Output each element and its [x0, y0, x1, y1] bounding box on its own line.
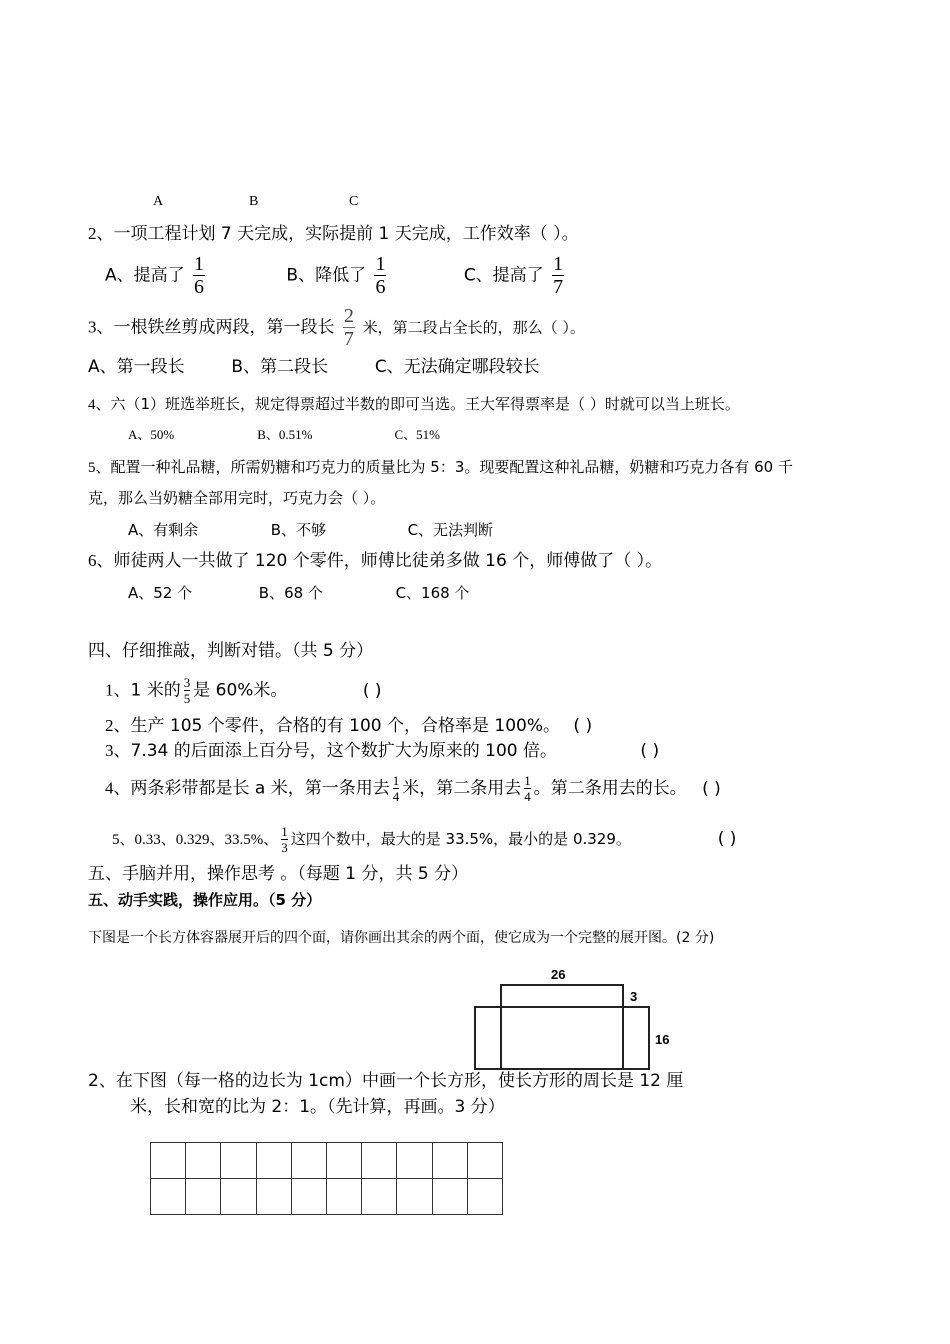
option-b[interactable]: B、0.51% [257, 427, 313, 442]
question-number: 2、 [88, 224, 114, 243]
question-6-options [128, 582, 469, 604]
judge-item-5 [112, 825, 736, 854]
grid-cell[interactable] [362, 1143, 397, 1179]
label-a: A [153, 194, 164, 209]
grid-cell[interactable] [186, 1143, 221, 1179]
section-5-q1: 下图是一个长方体容器展开后的四个面，请你画出其余的两个面，使它成为一个完整的展开图。(2 分) [88, 930, 715, 946]
question-text: 师徒两人一共做了 120 个零件，师傅比徒弟多做 16 个，师傅做了（ ）。 [113, 551, 663, 571]
question-3 [88, 306, 585, 349]
grid-cell[interactable] [291, 1179, 326, 1215]
answer-paren[interactable]: ( ) [573, 716, 593, 736]
grid-cell[interactable] [362, 1179, 397, 1215]
judge-item-2 [105, 715, 592, 737]
item-number: 1、 [105, 680, 131, 700]
option-a[interactable]: A、52 个 [128, 584, 193, 602]
judge-item-3 [105, 740, 659, 762]
dim-label-3: 3 [630, 989, 638, 1004]
question-2-options [105, 254, 567, 297]
section-4-title: 四、仔细推敲，判断对错。（共 5 分） [88, 641, 374, 661]
item-number: 4、 [105, 778, 131, 798]
grid-cell[interactable] [326, 1143, 361, 1179]
item-text-after: 。第二条用去的长。 [533, 778, 687, 799]
question-4 [88, 393, 740, 416]
grid-cell[interactable] [221, 1179, 256, 1215]
grid-cell[interactable] [432, 1143, 467, 1179]
grid-cell[interactable] [186, 1179, 221, 1215]
fraction: $\frac{1}{6}$ [194, 253, 205, 298]
fraction: $\frac{1}{6}$ [375, 253, 386, 298]
option-c[interactable]: C、51% [394, 427, 441, 442]
question-text: 一根铁丝剪成两段，第一段长 [113, 317, 335, 338]
front-face [500, 1006, 624, 1070]
option-b[interactable]: B、不够 [270, 521, 327, 539]
label-c: C [349, 194, 359, 209]
label-b: B [249, 194, 259, 209]
answer-paren[interactable]: ( ) [702, 778, 721, 799]
option-label: B、降低了 [286, 265, 367, 286]
answer-paren[interactable]: ( ) [717, 829, 737, 849]
option-c[interactable]: C、168 个 [395, 584, 470, 602]
fraction: $\frac{1}{4}$ [392, 773, 400, 804]
option-a[interactable] [105, 254, 281, 297]
question-number: 3、 [88, 317, 114, 337]
question-text: 配置一种礼品糖，所需奶糖和巧克力的质量比为 5：3。现要配置这种礼品糖，奶糖和巧克力各有 60 千 [110, 458, 793, 476]
question-number: 5、 [88, 460, 111, 476]
dim-label-16: 16 [655, 1032, 670, 1047]
grid-cell[interactable] [397, 1179, 432, 1215]
option-c[interactable]: C、无法判断 [407, 521, 494, 539]
item-text: 0.33、0.329、33.5%、 [134, 832, 279, 848]
section-5-q2-line2: 米，长和宽的比为 2：1。（先计算，再画。3 分） [130, 1097, 505, 1117]
grid-cell[interactable] [467, 1143, 502, 1179]
option-c[interactable]: C、无法确定哪段较长 [374, 357, 540, 377]
grid-cell[interactable] [397, 1143, 432, 1179]
item-text: 生产 105 个零件，合格的有 100 个，合格率是 100%。 [130, 716, 561, 736]
question-2 [88, 223, 579, 245]
section-5-title: 五、手脑并用，操作思考 。（每题 1 分，共 5 分） [88, 864, 469, 884]
question-3-options [88, 356, 540, 378]
fraction: $\frac{1}{7}$ [553, 253, 564, 298]
option-b[interactable] [286, 254, 458, 297]
grid-cell[interactable] [291, 1143, 326, 1179]
question-5-line2: 克，那么当奶糖全部用完时，巧克力会（ ）。 [88, 489, 386, 507]
grid-row [151, 1143, 503, 1179]
grid-cell[interactable] [151, 1143, 186, 1179]
item-number: 3、 [105, 741, 131, 760]
dim-label-26: 26 [551, 967, 566, 982]
fraction: $\frac{2}{7}$ [343, 305, 354, 350]
grid-cell[interactable] [326, 1179, 361, 1215]
item-text: 7.34 的后面添上百分号，这个数扩大为原来的 100 倍。 [130, 741, 558, 761]
item-number: 2、 [105, 716, 131, 735]
question-text: 六（1）班选举班长，规定得票超过半数的即可当选。王大军得票率是（ ）时就可以当上班长。 [110, 395, 740, 413]
question-6 [88, 550, 662, 572]
question-text-after: 米，第二段占全长的，那么（ ）。 [357, 318, 585, 337]
option-label: A、提高了 [105, 265, 185, 286]
question-4-options [128, 424, 440, 446]
judge-item-1 [105, 676, 382, 705]
grid-cell[interactable] [467, 1179, 502, 1215]
fraction: $\frac{1}{3}$ [281, 824, 288, 855]
grid-cell[interactable] [432, 1179, 467, 1215]
grid-cell[interactable] [256, 1143, 291, 1179]
option-c[interactable] [464, 254, 567, 297]
item-text-after: 这四个数中，最大的是 33.5%，最小的是 0.329。 [290, 830, 631, 848]
grid-cell[interactable] [221, 1143, 256, 1179]
question-5-options [128, 519, 493, 541]
top-face [500, 984, 624, 1008]
item-text: 两条彩带都是长 a 米，第一条用去 [130, 778, 390, 799]
question-number: 4、 [88, 397, 111, 413]
answer-paren[interactable]: ( ) [362, 680, 382, 701]
option-b[interactable]: B、68 个 [258, 584, 323, 602]
grid-row [151, 1179, 503, 1215]
fraction: $\frac{1}{4}$ [524, 773, 531, 804]
option-label: C、提高了 [463, 265, 544, 286]
grid-cell[interactable] [151, 1179, 186, 1215]
item-text: 1 米的 [130, 680, 181, 701]
answer-paren[interactable]: ( ) [640, 741, 660, 761]
item-number: 5、 [112, 832, 135, 848]
judge-item-4 [105, 774, 721, 803]
question-text: 一项工程计划 7 天完成，实际提前 1 天完成，工作效率（ ）。 [113, 224, 579, 244]
grid-cell[interactable] [256, 1179, 291, 1215]
option-a[interactable]: A、有剩余 [128, 521, 199, 539]
option-a[interactable]: A、50% [128, 427, 175, 442]
section-5-subtitle: 五、动手实践，操作应用。（5 分） [88, 891, 322, 909]
item-text-after: 是 60%米。 [193, 680, 288, 701]
item-text-mid: 米，第二条用去 [402, 778, 522, 799]
option-b[interactable]: B、第二段长 [231, 357, 329, 377]
question-5-line1 [88, 456, 793, 479]
section-5-q2-line1: 2、在下图（每一格的边长为 1cm）中画一个长方形，使长方形的周长是 12 厘 [88, 1071, 684, 1091]
option-a[interactable]: A、第一段长 [88, 357, 185, 377]
question-number: 6、 [88, 551, 114, 570]
drawing-grid[interactable] [150, 1142, 503, 1215]
fraction: $\frac{3}{5}$ [183, 675, 191, 706]
